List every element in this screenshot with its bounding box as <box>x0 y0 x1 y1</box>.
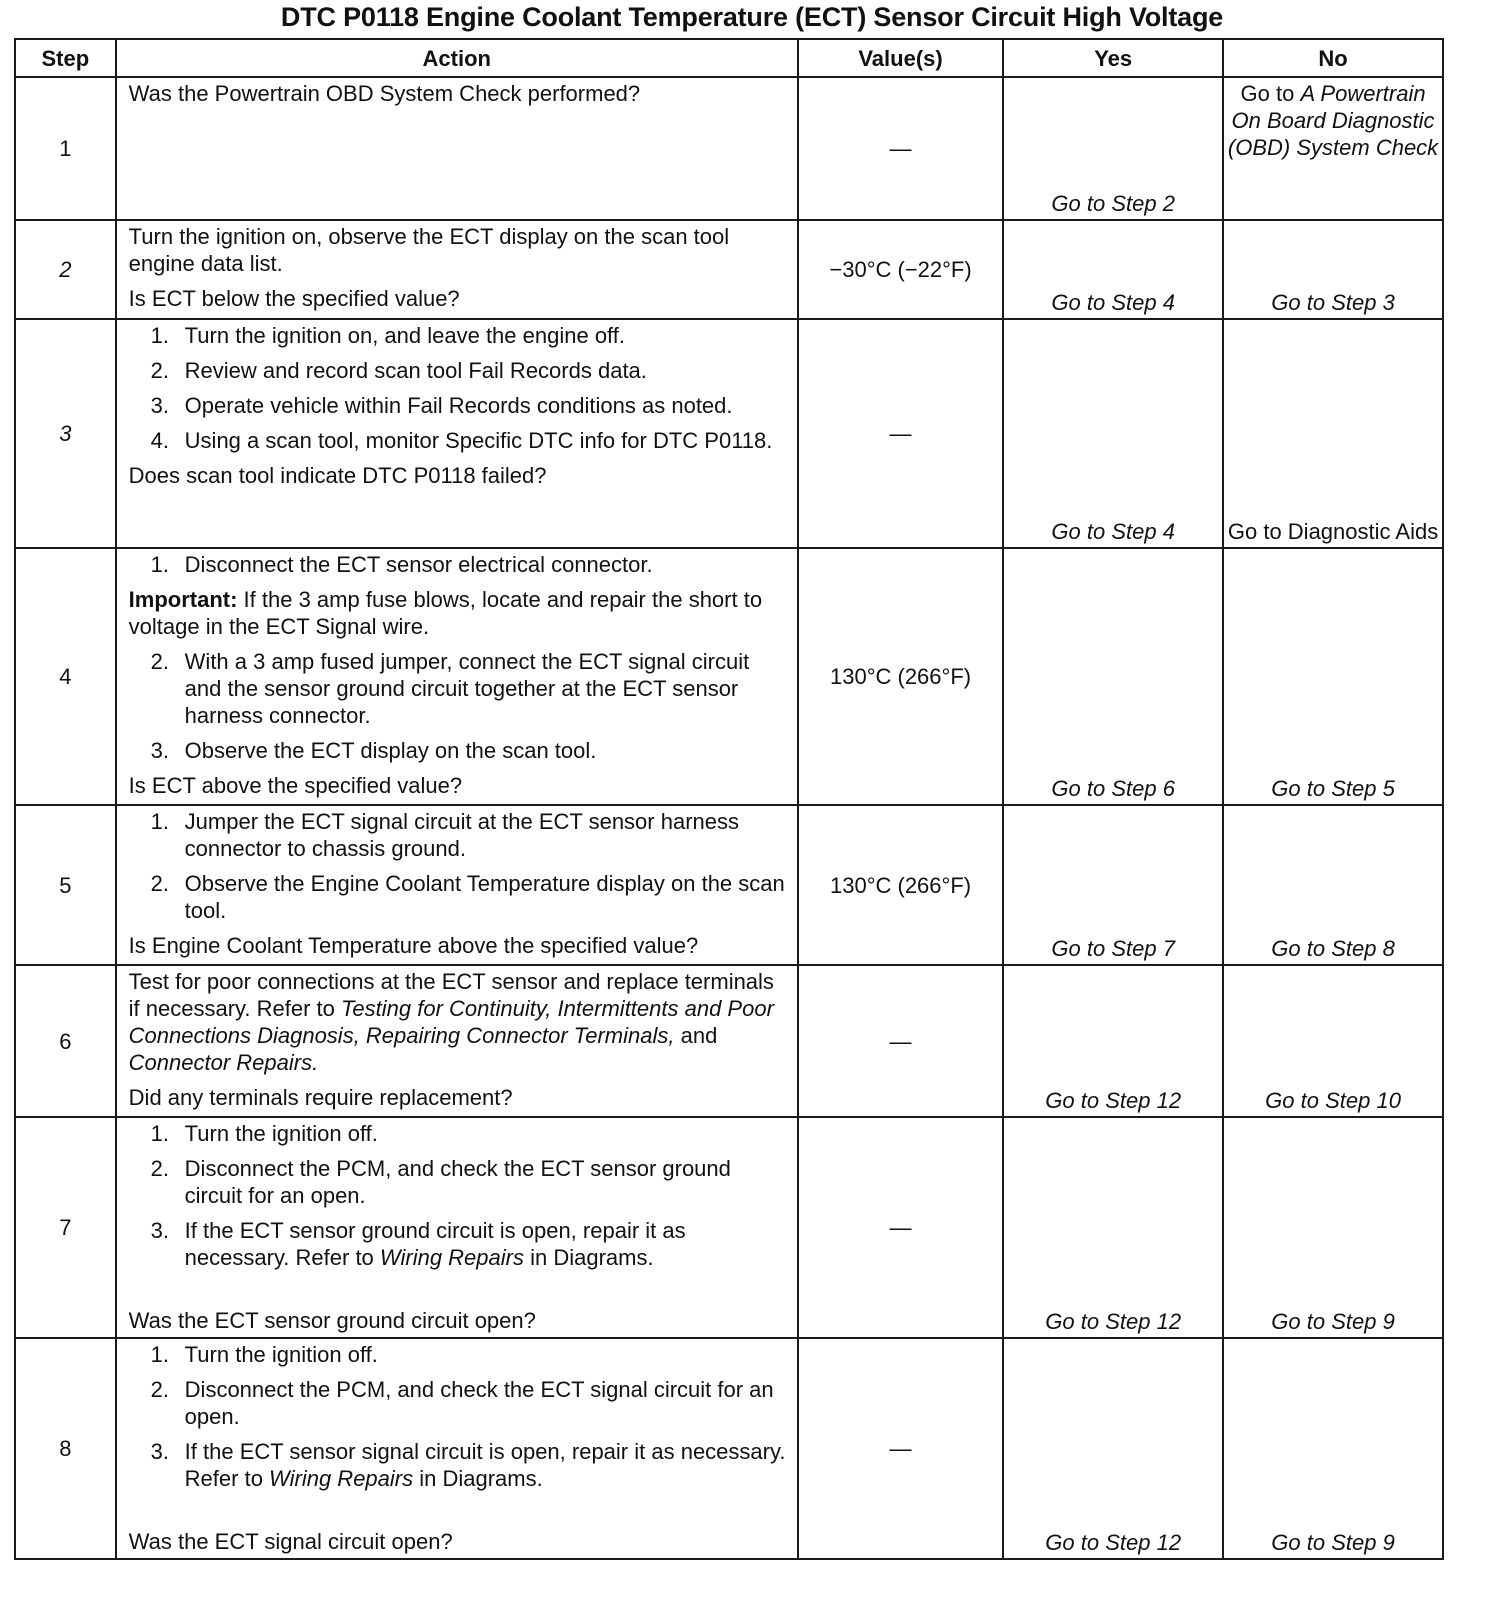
action-question: Was the ECT sensor ground circuit open? <box>128 1308 536 1333</box>
reference-link[interactable]: Connector Repairs. <box>128 1050 319 1075</box>
reference-link[interactable]: Wiring Repairs <box>269 1466 414 1491</box>
list-item: 2. With a 3 amp fused jumper, connect the ECT signal circuit and the sensor ground circuit together at the ECT sensor harness connector. <box>150 649 750 728</box>
table-row-step-5 <box>15 805 1443 965</box>
column-header-no: No <box>1223 39 1443 77</box>
no-link[interactable]: Go to Step 10 <box>1223 965 1443 1117</box>
list-item: 2. Observe the Engine Coolant Temperature display on the scan tool. <box>150 871 785 923</box>
value-cell: −30°C (−22°F) <box>798 220 1003 319</box>
step-number: 5 <box>15 805 116 965</box>
action-question: Does scan tool indicate DTC P0118 failed? <box>128 463 547 488</box>
list-item: 1. Disconnect the ECT sensor electrical connector. <box>150 552 653 577</box>
list-item: 3. Observe the ECT display on the scan tool. <box>150 738 597 763</box>
table-row-step-2 <box>15 220 1443 319</box>
column-header-values: Value(s) <box>798 39 1003 77</box>
table-row-step-8 <box>15 1338 1443 1559</box>
yes-link[interactable]: Go to Step 12 <box>1003 1117 1223 1338</box>
action-cell <box>116 77 798 220</box>
important-label: Important: <box>128 587 238 612</box>
action-steps-list <box>129 322 787 454</box>
step-number: 7 <box>15 1117 116 1338</box>
no-link[interactable]: Go to Step 9 <box>1223 1117 1443 1338</box>
table-row-step-3 <box>15 319 1443 548</box>
no-link[interactable]: Go to Step 3 <box>1223 220 1443 319</box>
value-cell: — <box>798 1338 1003 1559</box>
action-cell <box>116 220 798 319</box>
table-row-step-4 <box>15 548 1443 805</box>
action-question: Is Engine Coolant Temperature above the specified value? <box>128 933 699 958</box>
step-number: 4 <box>15 548 116 805</box>
column-header-action: Action <box>116 39 798 77</box>
step-number: 8 <box>15 1338 116 1559</box>
list-item: 2. Disconnect the PCM, and check the ECT signal circuit for an open. <box>150 1377 774 1429</box>
table-row-step-1 <box>15 77 1443 220</box>
action-instruction: Turn the ignition on, observe the ECT display on the scan tool engine data list. <box>128 224 730 276</box>
step-number: 2 <box>15 220 116 319</box>
value-cell: 130°C (266°F) <box>798 548 1003 805</box>
list-item: 2. Review and record scan tool Fail Records data. <box>150 358 647 383</box>
no-link-reference: A Powertrain On Board Diagnostic (OBD) System Check <box>1227 81 1439 160</box>
table-row-step-7 <box>15 1117 1443 1338</box>
action-cell <box>116 965 798 1117</box>
important-text: If the 3 amp fuse blows, locate and repair the short to voltage in the ECT Signal wire. <box>128 587 763 639</box>
value-cell: — <box>798 965 1003 1117</box>
yes-link[interactable]: Go to Step 6 <box>1003 548 1223 805</box>
reference-link[interactable]: Testing for Continuity, Intermittents and Poor Connections Diagnosis, Repairing Connector Terminals, <box>128 996 774 1048</box>
action-steps-list <box>129 808 787 924</box>
action-steps-list <box>129 1341 787 1492</box>
step-number: 6 <box>15 965 116 1117</box>
column-header-step: Step <box>15 39 116 77</box>
yes-link[interactable]: Go to Step 2 <box>1003 77 1223 220</box>
no-link[interactable]: Go to Step 9 <box>1223 1338 1443 1559</box>
yes-link[interactable]: Go to Step 12 <box>1003 1338 1223 1559</box>
action-question: Is ECT below the specified value? <box>128 286 460 311</box>
yes-link[interactable]: Go to Step 7 <box>1003 805 1223 965</box>
list-item: 3. Operate vehicle within Fail Records conditions as noted. <box>150 393 733 418</box>
list-item: 3. If the ECT sensor ground circuit is open, repair it as necessary. Refer to Wiring Repairs in Diagrams. <box>150 1218 686 1270</box>
column-header-yes: Yes <box>1003 39 1223 77</box>
step-number: 1 <box>15 77 116 220</box>
yes-link[interactable]: Go to Step 4 <box>1003 220 1223 319</box>
yes-link[interactable]: Go to Step 12 <box>1003 965 1223 1117</box>
action-cell <box>116 319 798 548</box>
action-cell <box>116 548 798 805</box>
table-row-step-6 <box>15 965 1443 1117</box>
value-cell: — <box>798 1117 1003 1338</box>
list-item: 1. Turn the ignition off. <box>150 1121 378 1146</box>
list-item: 1. Jumper the ECT signal circuit at the ECT sensor harness connector to chassis ground. <box>150 809 739 861</box>
action-steps-list <box>129 551 787 578</box>
list-item: 1. Turn the ignition on, and leave the engine off. <box>150 323 625 348</box>
action-steps-list <box>129 1120 787 1271</box>
yes-link[interactable]: Go to Step 4 <box>1003 319 1223 548</box>
action-instruction: Test for poor connections at the ECT sensor and replace terminals if necessary. Refer to Testing for Continuity, Intermittents and Poor Connections Diagnosis, Repairing Connector Terminals, and Connector Repairs. <box>128 969 774 1075</box>
no-link[interactable]: Go to Step 8 <box>1223 805 1443 965</box>
list-item: 2. Disconnect the PCM, and check the ECT sensor ground circuit for an open. <box>150 1156 731 1208</box>
action-question: Was the Powertrain OBD System Check performed? <box>128 81 641 106</box>
table-header-row <box>15 39 1443 77</box>
no-link[interactable]: Go to Diagnostic Aids <box>1223 319 1443 548</box>
value-cell: — <box>798 77 1003 220</box>
important-note <box>129 586 787 640</box>
list-item: 1. Turn the ignition off. <box>150 1342 378 1367</box>
diagnostic-table <box>14 38 1444 1560</box>
document-title: DTC P0118 Engine Coolant Temperature (ECT) Sensor Circuit High Voltage <box>280 2 1224 32</box>
list-item: 3. If the ECT sensor signal circuit is open, repair it as necessary. Refer to Wiring Repairs in Diagrams. <box>150 1439 786 1491</box>
action-question: Was the ECT signal circuit open? <box>128 1529 453 1554</box>
action-cell <box>116 1338 798 1559</box>
value-cell: 130°C (266°F) <box>798 805 1003 965</box>
reference-link[interactable]: Wiring Repairs <box>379 1245 524 1270</box>
action-question: Did any terminals require replacement? <box>128 1085 513 1110</box>
no-link[interactable] <box>1223 77 1443 220</box>
step-number: 3 <box>15 319 116 548</box>
no-link-prefix: Go to <box>1240 81 1301 106</box>
action-cell <box>116 805 798 965</box>
action-question: Is ECT above the specified value? <box>128 773 463 798</box>
no-link[interactable]: Go to Step 5 <box>1223 548 1443 805</box>
list-item: 4. Using a scan tool, monitor Specific DTC info for DTC P0118. <box>150 428 773 453</box>
action-steps-list <box>129 648 787 764</box>
action-cell <box>116 1117 798 1338</box>
value-cell: — <box>798 319 1003 548</box>
